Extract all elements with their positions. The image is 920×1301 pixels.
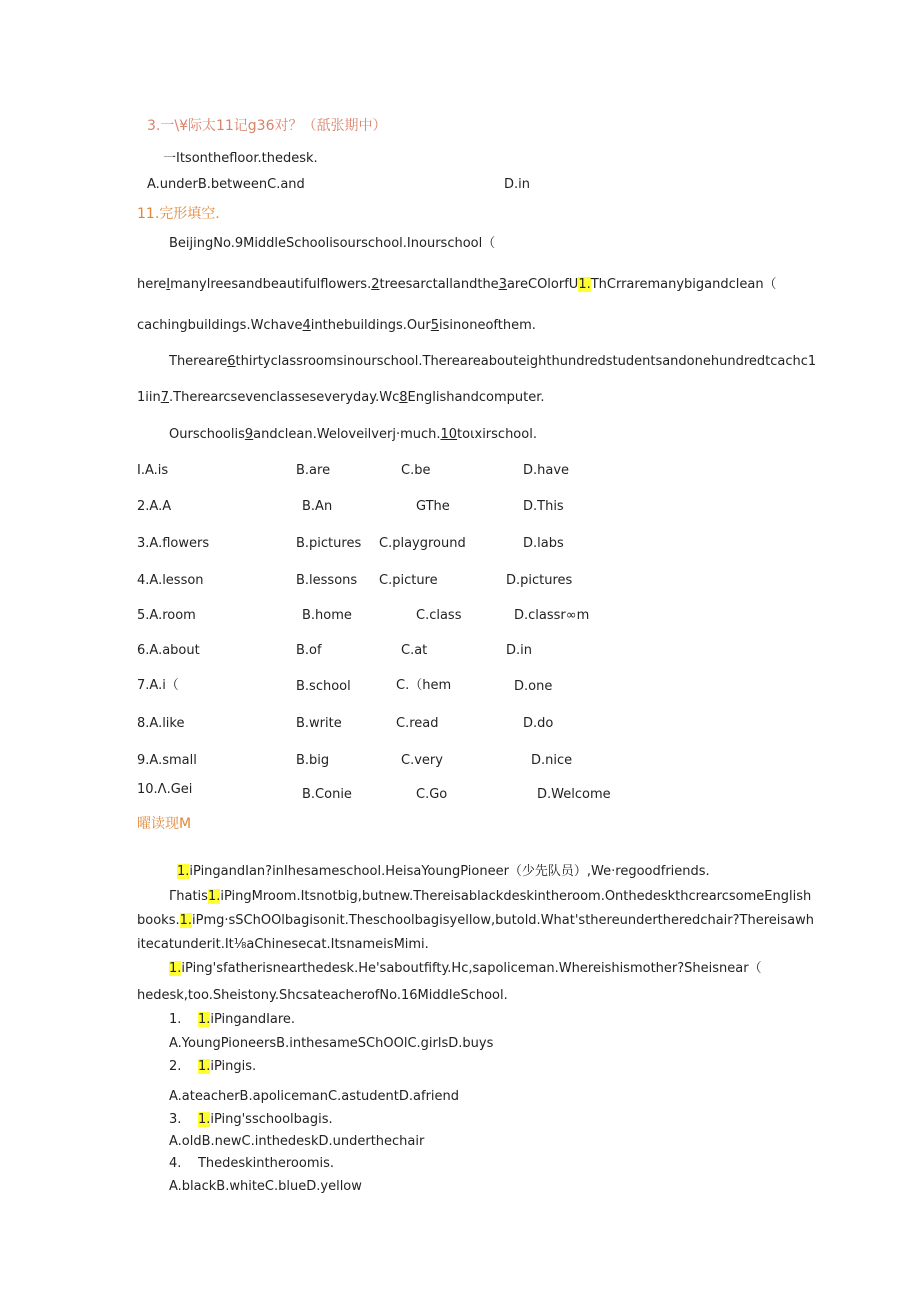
option-row-2-c: GThe [416,499,450,514]
option-row-7-b: B.school [296,679,351,694]
reading-line-3: books.1.iPmg·sSChOOlbagisonit.Theschoolbagisyellow,butold.What'sthereundertheredchair?Thereisawh [137,913,814,928]
cloze-line-6: Ourschoolis9andclean.Weloveilverj·much.10toιxirschool. [169,427,537,442]
reading-heading: 曜读现M [137,816,192,832]
option-row-5-c: C.class [416,608,462,623]
question-3-sentence: 一Itsonthefloor.thedesk. [163,151,318,166]
option-row-2-b: B.An [302,499,333,514]
option-row-3-b: B.pictures [296,536,362,551]
cloze-line-3: cachingbuildings.Wchave4inthebuildings.Our5isinoneofthem. [137,318,536,333]
option-row-5-a: 5.A.room [137,608,196,623]
question-3-options: A.underB.betweenC.and [147,177,305,192]
reading-question-2: 2. 1.iPingis. [169,1059,257,1074]
cloze-line-2: hereImanylreesandbeautifulflowers.2treesarctallandthe3areCOlorfU1.ThCrraremanybigandclean（ [137,277,777,292]
cloze-heading: 11.完形填空. [137,206,220,222]
option-row-7-a: 7.A.i（ [137,678,179,693]
option-row-10-b: B.Conie [302,787,352,802]
reading-line-4: itecatunderit.It⅛aChinesecat.ItsnameisMimi. [137,937,429,952]
option-row-6-a: 6.A.about [137,643,200,658]
option-row-1-d: D.have [523,463,570,478]
cloze-line-5: 1iin7.Therearcsevenclasseseveryday.Wc8Englishandcomputer. [137,390,545,405]
option-row-9-a: 9.A.small [137,753,197,768]
cloze-line-1: BeijingNo.9MiddleSchoolisourschool.Inourschool（ [169,236,496,251]
option-row-3-d: D.labs [523,536,564,551]
option-row-4-b: B.lessons [296,573,358,588]
reading-question-3: 3. 1.iPing'sschoolbagis. [169,1112,333,1127]
option-row-4-c: C.picture [379,573,438,588]
option-row-8-c: C.read [396,716,439,731]
option-row-9-d: D.nice [531,753,573,768]
option-row-10-d: D.Welcome [537,787,611,802]
option-row-10-a: 10.Λ.Gei [137,782,193,797]
option-row-2-a: 2.A.A [137,499,172,514]
option-row-5-b: B.home [302,608,352,623]
reading-question-1-options: A.YoungPioneersB.inthesameSChOOlC.girlsD.buys [169,1036,494,1051]
option-row-10-c: C.Go [416,787,448,802]
option-row-9-b: B.big [296,753,330,768]
reading-question-4: 4. Thedeskintheroomis. [169,1156,334,1171]
reading-line-1: 1.iPingandIan?inIhesameschool.HeisaYoungPioneer（少先队员）,We·regoodfriends. [177,864,710,879]
option-row-7-d: D.one [514,679,553,694]
option-row-6-d: D.in [506,643,532,658]
reading-question-3-options: A.oldB.newC.inthedeskD.underthechair [169,1134,425,1149]
option-row-3-c: C.playground [379,536,466,551]
option-row-9-c: C.very [401,753,443,768]
cloze-line-4: Thereare6thirtyclassroomsinourschool.Thereareabouteighthundredstudentsandonehundredtcachc1 [169,354,817,369]
question-3-title: 3.一\¥际太11记g36对？（舐张期中） [147,118,387,134]
reading-line-5: 1.iPing'sfatherisnearthedesk.He'saboutfifty.Hc,sapoliceman.Whereishismother?Sheisnear（ [169,961,762,976]
option-row-7-c: C.（hem [396,678,452,693]
option-row-6-b: B.of [296,643,322,658]
option-row-4-d: D.pictures [506,573,573,588]
option-row-6-c: C.at [401,643,428,658]
option-row-8-b: B.write [296,716,342,731]
option-row-2-d: D.This [523,499,564,514]
option-row-1-a: I.A.is [137,463,169,478]
reading-line-2: Γhatis1.iPingMroom.Itsnotbig,butnew.Thereisablackdeskintheroom.OnthedeskthcrearcsomeEnglish [169,889,812,904]
option-row-3-a: 3.A.flowers [137,536,210,551]
reading-question-1: 1. 1.iPingandIare. [169,1012,296,1027]
option-row-4-a: 4.A.lesson [137,573,204,588]
option-row-1-c: C.be [401,463,431,478]
reading-question-4-options: A.blackB.whiteC.blueD.yellow [169,1179,362,1194]
reading-question-2-options: A.ateacherB.apolicemanC.astudentD.afriend [169,1089,460,1104]
option-row-8-d: D.do [523,716,554,731]
option-row-5-d: D.classr∞m [514,608,590,623]
question-3-option-d: D.in [504,177,530,192]
option-row-1-b: B.are [296,463,331,478]
reading-line-6: hedesk,too.Sheistony.ShcsateacherofNo.16MiddleSchool. [137,988,508,1003]
option-row-8-a: 8.A.like [137,716,185,731]
